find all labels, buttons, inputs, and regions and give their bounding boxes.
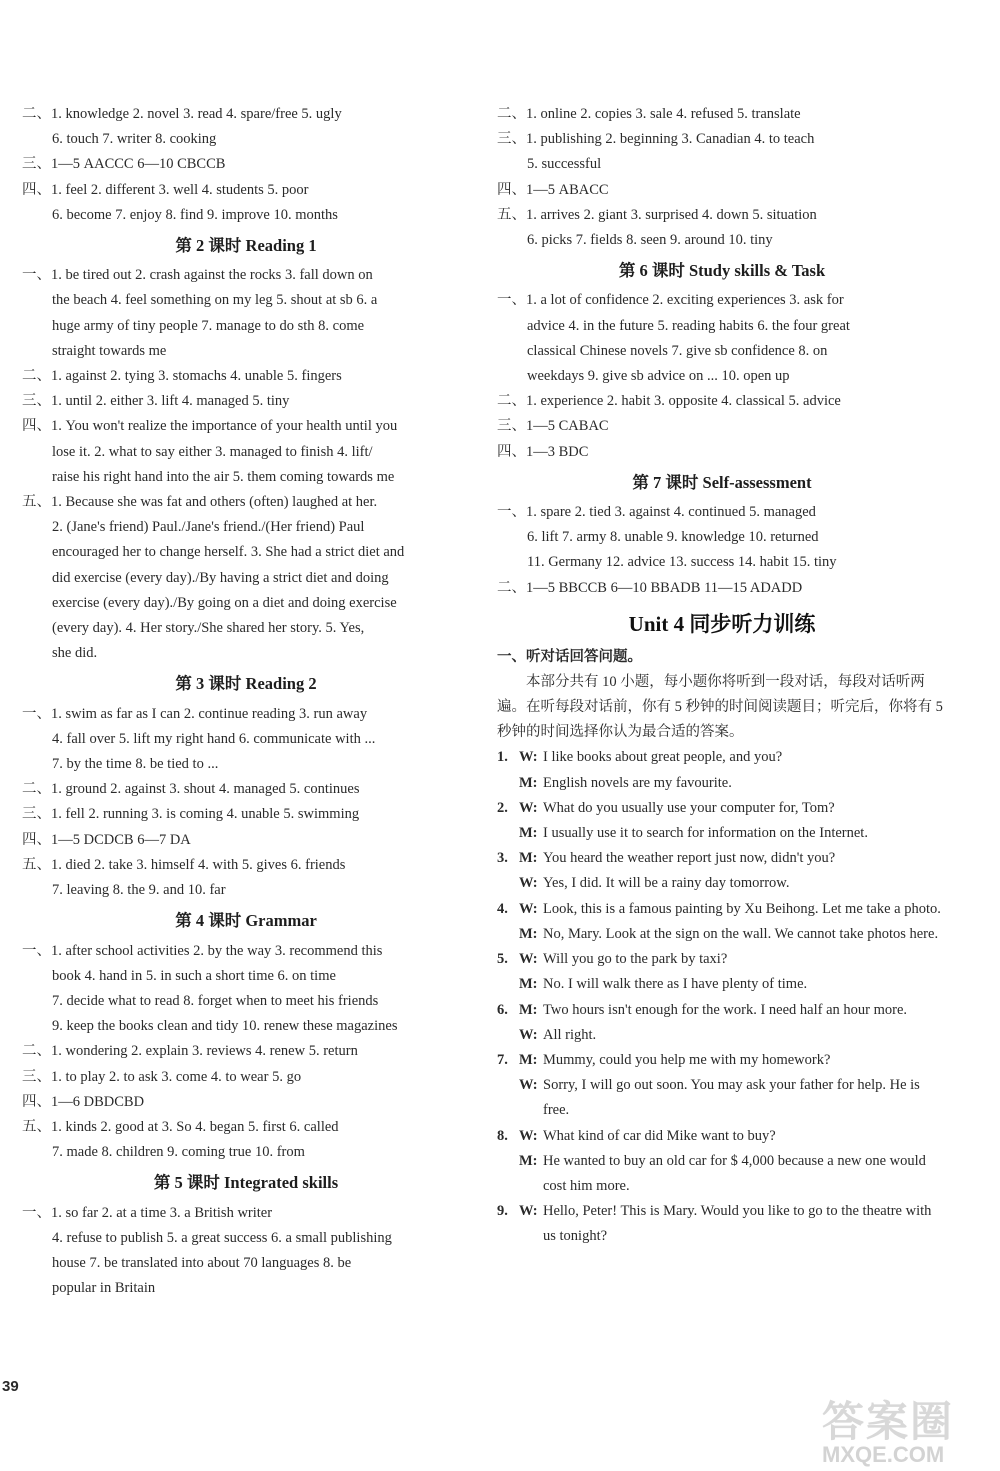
answer-line: 二、1. knowledge 2. novel 3. read 4. spare/free 5. ugly bbox=[22, 106, 342, 122]
answer-line: (every day). 4. Her story./She shared her story. 5. Yes, bbox=[52, 620, 365, 637]
speaker-label: M: bbox=[519, 1051, 538, 1068]
answer-line: 五、1. arrives 2. giant 3. surprised 4. down 5. situation bbox=[497, 206, 817, 223]
speaker-label: W: bbox=[519, 749, 538, 766]
dialogue-line bbox=[497, 796, 947, 821]
lesson-heading: 第 5 课时 Integrated skills bbox=[153, 1173, 339, 1193]
dialogue-line bbox=[497, 1048, 947, 1073]
answer-line: classical Chinese novels 7. give sb confidence 8. on bbox=[527, 342, 828, 359]
speaker-label: M: bbox=[519, 850, 538, 867]
question-number bbox=[497, 771, 519, 796]
dialogue-line bbox=[497, 771, 947, 796]
answer-line: 二、1. online 2. copies 3. sale 4. refused 5. translate bbox=[497, 106, 801, 122]
answer-line: popular in Britain bbox=[52, 1280, 156, 1297]
dialogue-line bbox=[497, 1149, 947, 1199]
left-column bbox=[22, 102, 470, 1301]
answer-line: the beach 4. feel something on my leg 5. shout at sb 6. a bbox=[52, 292, 378, 309]
right-column bbox=[497, 102, 947, 1250]
answer-line: 二、1. against 2. tying 3. stomachs 4. unable 5. fingers bbox=[22, 368, 342, 385]
answer-line: house 7. be translated into about 70 languages 8. be bbox=[52, 1254, 352, 1271]
question-number bbox=[497, 821, 519, 846]
question-number bbox=[497, 1023, 519, 1048]
section-heading: 一、听对话回答问题。 bbox=[497, 648, 642, 665]
dialogue-text: What kind of car did Mike want to buy? bbox=[543, 1127, 776, 1144]
answer-line: 6. touch 7. writer 8. cooking bbox=[52, 131, 217, 148]
watermark-site: MXQE.COM bbox=[822, 1442, 945, 1467]
question-number bbox=[497, 871, 519, 896]
dialogue-text: You heard the weather report just now, didn't you? bbox=[543, 850, 836, 867]
dialogue-line bbox=[497, 1199, 947, 1249]
dialogue-text: Look, this is a famous painting by Xu Beihong. Let me take a photo. bbox=[543, 900, 941, 917]
lesson-heading: 第 3 课时 Reading 2 bbox=[175, 674, 317, 694]
question-number: 2. bbox=[497, 799, 508, 816]
question-number: 7. bbox=[497, 1051, 508, 1068]
speaker-label: M: bbox=[519, 1152, 538, 1169]
answer-line: 四、1—5 DCDCB 6—7 DA bbox=[22, 831, 191, 848]
speaker-label: W: bbox=[519, 1127, 538, 1144]
question-number bbox=[497, 1073, 519, 1123]
question-number bbox=[497, 1149, 519, 1199]
question-number: 9. bbox=[497, 1203, 508, 1220]
dialogue-line bbox=[497, 871, 947, 896]
lesson-heading: 第 7 课时 Self-assessment bbox=[632, 472, 812, 492]
answer-line: 三、1. to play 2. to ask 3. come 4. to wear 5. go bbox=[22, 1068, 302, 1085]
answer-line: 7. decide what to read 8. forget when to meet his friends bbox=[52, 992, 379, 1009]
answer-line: 四、1. You won't realize the importance of your health until you bbox=[22, 418, 398, 435]
question-number: 1. bbox=[497, 749, 508, 766]
answer-line: 7. leaving 8. the 9. and 10. far bbox=[52, 882, 226, 899]
answer-line: 5. successful bbox=[527, 156, 602, 173]
speaker-label: M: bbox=[519, 825, 538, 842]
speaker-label: W: bbox=[519, 1203, 538, 1220]
answer-line: 4. refuse to publish 5. a great success 6. a small publishing bbox=[52, 1229, 392, 1246]
dialogue-line bbox=[497, 1124, 947, 1149]
answer-line: 7. made 8. children 9. coming true 10. from bbox=[52, 1144, 305, 1161]
dialogue-text: Sorry, I will go out soon. You may ask your father for help. He is free. bbox=[543, 1077, 920, 1119]
answer-line: 二、1. wondering 2. explain 3. reviews 4. renew 5. return bbox=[22, 1043, 358, 1060]
dialogue-text: No, Mary. Look at the sign on the wall. We cannot take photos here. bbox=[543, 925, 939, 942]
answer-line: raise his right hand into the air 5. them coming towards me bbox=[52, 468, 395, 485]
answer-line: 三、1—5 CABAC bbox=[497, 418, 609, 435]
dialogue-line bbox=[497, 821, 947, 846]
watermark-logo: 答案圈 bbox=[822, 1397, 955, 1446]
speaker-label: M: bbox=[519, 774, 538, 791]
question-number: 3. bbox=[497, 850, 508, 867]
dialogue-text: All right. bbox=[543, 1026, 597, 1043]
answer-line: 三、1. fell 2. running 3. is coming 4. unable 5. swimming bbox=[22, 806, 360, 823]
dialogue-line bbox=[497, 1023, 947, 1048]
answer-line: 6. lift 7. army 8. unable 9. knowledge 10. returned bbox=[527, 529, 819, 546]
answer-line: huge army of tiny people 7. manage to do sth 8. come bbox=[52, 317, 365, 334]
dialogue-text: Two hours isn't enough for the work. I need half an hour more. bbox=[543, 1001, 908, 1018]
answer-line: 一、1. swim as far as I can 2. continue reading 3. run away bbox=[22, 705, 368, 722]
instruction-paragraph: 本部分共有 10 小题，每小题你将听到一段对话，每段对话听两遍。在听每段对话前，你有 5 秒钟的时间阅读题目；听完后，你将有 5 秒钟的时间选择你认为最合适的答案。 bbox=[497, 673, 943, 741]
watermark bbox=[822, 1397, 992, 1467]
dialogue-text: Mummy, could you help me with my homework? bbox=[543, 1051, 831, 1068]
answer-line: exercise (every day)./By going on a diet and doing exercise bbox=[52, 594, 397, 611]
answer-line: encouraged her to change herself. 3. She had a strict diet and bbox=[52, 544, 405, 561]
unit-heading: Unit 4 同步听力训练 bbox=[628, 611, 816, 636]
answer-line: 二、1. experience 2. habit 3. opposite 4. classical 5. advice bbox=[497, 393, 841, 410]
lesson-heading: 第 2 课时 Reading 1 bbox=[175, 236, 317, 256]
speaker-label: M: bbox=[519, 976, 538, 993]
answer-line: 一、1. a lot of confidence 2. exciting experiences 3. ask for bbox=[497, 292, 844, 309]
speaker-label: M: bbox=[519, 1001, 538, 1018]
dialogue-line bbox=[497, 922, 947, 947]
answer-line: 五、1. Because she was fat and others (often) laughed at her. bbox=[22, 494, 378, 511]
question-number: 8. bbox=[497, 1127, 508, 1144]
answer-line: straight towards me bbox=[52, 342, 167, 359]
answer-line: 7. by the time 8. be tied to ... bbox=[52, 756, 219, 773]
speaker-label: W: bbox=[519, 875, 538, 892]
dialogue-line bbox=[497, 745, 947, 770]
speaker-label: W: bbox=[519, 1077, 538, 1094]
question-number: 4. bbox=[497, 900, 508, 917]
speaker-label: W: bbox=[519, 1026, 538, 1043]
answer-line: 四、1—3 BDC bbox=[497, 443, 589, 460]
answer-line: 二、1. ground 2. against 3. shout 4. managed 5. continues bbox=[22, 781, 360, 798]
answer-line: 二、1—5 BBCCB 6—10 BBADB 11—15 ADADD bbox=[497, 579, 803, 596]
dialogue-line bbox=[497, 947, 947, 972]
answer-line: book 4. hand in 5. in such a short time 6. on time bbox=[52, 967, 336, 984]
answer-line: 一、1. so far 2. at a time 3. a British writer bbox=[22, 1204, 273, 1221]
lesson-heading: 第 6 课时 Study skills & Task bbox=[618, 261, 826, 281]
answer-line: advice 4. in the future 5. reading habits 6. the four great bbox=[527, 317, 850, 334]
speaker-label: W: bbox=[519, 951, 538, 968]
question-number: 5. bbox=[497, 951, 508, 968]
dialogue-line bbox=[497, 1073, 947, 1123]
answer-line: 6. become 7. enjoy 8. find 9. improve 10. months bbox=[52, 206, 338, 223]
question-number bbox=[497, 922, 519, 947]
answer-line: 2. (Jane's friend) Paul./Jane's friend./(Her friend) Paul bbox=[52, 519, 365, 536]
dialogue-text: What do you usually use your computer for, Tom? bbox=[543, 799, 835, 816]
answer-line: 4. fall over 5. lift my right hand 6. communicate with ... bbox=[52, 730, 376, 747]
dialogue-line bbox=[497, 846, 947, 871]
answer-line: 6. picks 7. fields 8. seen 9. around 10. tiny bbox=[527, 232, 773, 249]
dialogue-text: Yes, I did. It will be a rainy day tomorrow. bbox=[543, 875, 790, 892]
dialogue-line bbox=[497, 998, 947, 1023]
dialogue-text: He wanted to buy an old car for $ 4,000 because a new one would cost him more. bbox=[543, 1152, 926, 1194]
answer-line: she did. bbox=[52, 645, 98, 662]
answer-line: 三、1—5 AACCC 6—10 CBCCB bbox=[22, 156, 226, 173]
dialogue-text: Will you go to the park by taxi? bbox=[543, 951, 728, 968]
answer-line: weekdays 9. give sb advice on ... 10. open up bbox=[527, 368, 790, 385]
answer-line: 一、1. be tired out 2. crash against the rocks 3. fall down on bbox=[22, 267, 373, 284]
question-number: 6. bbox=[497, 1001, 508, 1018]
page-number: 39 bbox=[2, 1378, 19, 1395]
answer-line: 一、1. after school activities 2. by the way 3. recommend this bbox=[22, 942, 383, 959]
answer-line: 五、1. died 2. take 3. himself 4. with 5. gives 6. friends bbox=[22, 856, 346, 873]
answer-line: 五、1. kinds 2. good at 3. So 4. began 5. first 6. called bbox=[22, 1118, 339, 1135]
answer-line: 三、1. until 2. either 3. lift 4. managed 5. tiny bbox=[22, 393, 290, 410]
answer-line: did exercise (every day)./By having a strict diet and doing bbox=[52, 569, 389, 586]
answer-line: 四、1—5 ABACC bbox=[497, 181, 609, 198]
speaker-label: M: bbox=[519, 925, 538, 942]
dialogue-line bbox=[497, 972, 947, 997]
answer-line: 9. keep the books clean and tidy 10. renew these magazines bbox=[52, 1018, 398, 1035]
lesson-heading: 第 4 课时 Grammar bbox=[175, 911, 317, 931]
dialogue-text: English novels are my favourite. bbox=[543, 774, 732, 791]
dialogue-text: I like books about great people, and you? bbox=[543, 749, 783, 766]
question-number bbox=[497, 972, 519, 997]
answer-line: lose it. 2. what to say either 3. managed to finish 4. lift/ bbox=[52, 443, 373, 460]
answer-line: 三、1. publishing 2. beginning 3. Canadian 4. to teach bbox=[497, 131, 815, 148]
dialogue-line bbox=[497, 897, 947, 922]
answer-line: 11. Germany 12. advice 13. success 14. habit 15. tiny bbox=[527, 554, 837, 571]
dialogue-text: No. I will walk there as I have plenty of time. bbox=[543, 976, 808, 993]
speaker-label: W: bbox=[519, 900, 538, 917]
answer-line: 一、1. spare 2. tied 3. against 4. continued 5. managed bbox=[497, 504, 816, 521]
speaker-label: W: bbox=[519, 799, 538, 816]
dialogue-text: Hello, Peter! This is Mary. Would you like to go to the theatre with us tonight? bbox=[543, 1203, 932, 1245]
dialogue-text: I usually use it to search for information on the Internet. bbox=[543, 825, 868, 842]
answer-line: 四、1—6 DBDCBD bbox=[22, 1093, 145, 1110]
answer-line: 四、1. feel 2. different 3. well 4. students 5. poor bbox=[22, 181, 309, 198]
